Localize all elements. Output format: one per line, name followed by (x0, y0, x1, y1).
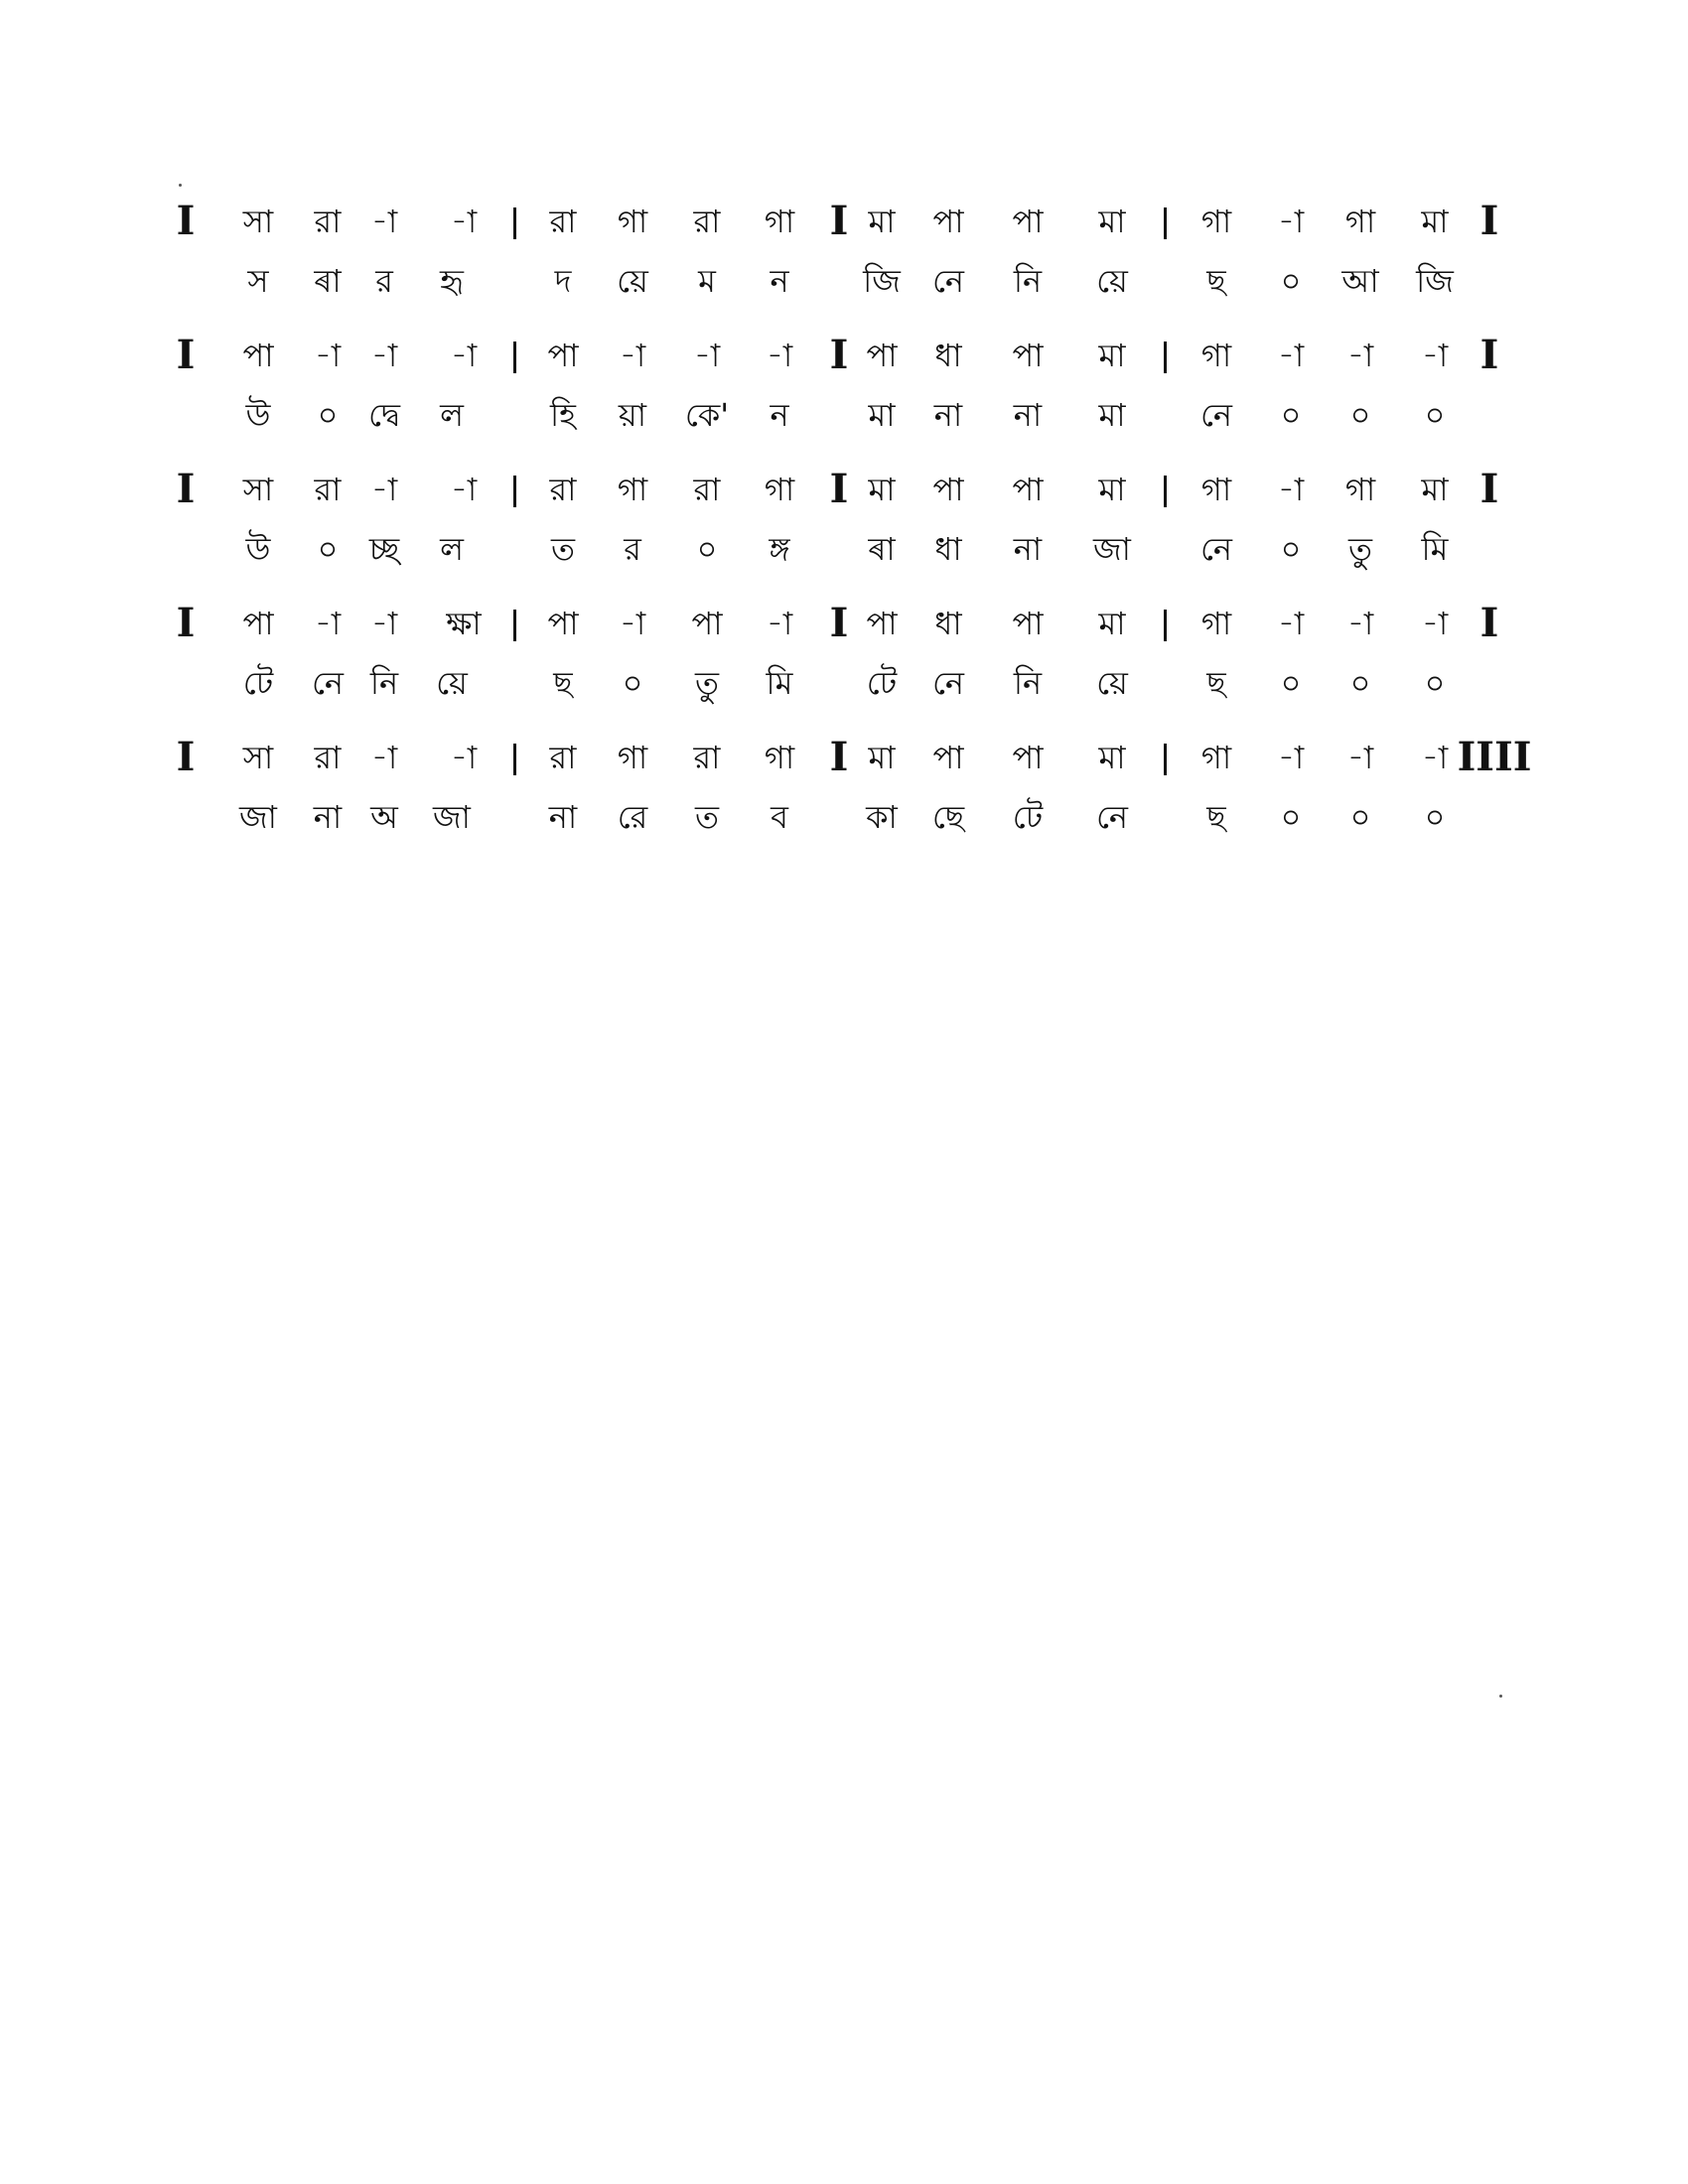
end-bar-mark: I (1479, 600, 1499, 646)
swara-note: ধা (934, 337, 962, 374)
beat-divider (513, 207, 516, 239)
swara-note: গা (617, 203, 648, 240)
lyric-syllable: ত (550, 530, 576, 568)
swara-note: -া (1277, 605, 1305, 642)
end-bar-mark: I (1479, 466, 1499, 512)
lyric-syllable: তু (694, 664, 720, 702)
beat-divider (1164, 476, 1167, 507)
lyric-syllable: মা (1098, 396, 1126, 434)
swara-note: মা (1098, 203, 1126, 240)
lyric-syllable: টে (1012, 798, 1044, 836)
lyric-syllable: উ (245, 530, 271, 568)
swara-note: ক্ষা (446, 605, 482, 642)
lyric-syllable: য়ে (617, 262, 648, 300)
swara-note: -া (693, 337, 721, 374)
lyric-syllable: না (1013, 530, 1043, 568)
lyric-syllable: না (1013, 396, 1043, 434)
lyric-syllable: য়ে (1096, 664, 1128, 702)
swara-note: রা (314, 203, 342, 240)
lyric-syllable: ৰা (314, 262, 342, 300)
swara-note: -া (314, 337, 342, 374)
lyric-syllable: ছ (553, 664, 573, 702)
swara-note: পা (1012, 471, 1044, 508)
beat-divider (513, 476, 516, 507)
mid-bar-mark: I (829, 466, 849, 512)
lyric-syllable: ছ (1206, 798, 1226, 836)
lyric-syllable: জা (1093, 530, 1131, 568)
lyric-syllable: ০ (696, 530, 718, 568)
lyric-syllable: ছ (1206, 262, 1226, 300)
notation-block (0, 734, 1688, 871)
lyric-syllable: দ (554, 262, 572, 300)
lyric-syllable: নি (1013, 262, 1043, 300)
swara-note: মা (868, 471, 896, 508)
lyric-syllable: চ্ছ (368, 530, 400, 568)
lyric-syllable: ম (698, 262, 716, 300)
swara-note: -া (1346, 739, 1374, 776)
swara-note: গা (1200, 739, 1232, 776)
swara-note: গা (617, 471, 648, 508)
swara-note: গা (764, 739, 795, 776)
lyric-syllable: রে (617, 798, 648, 836)
swara-note: -া (370, 337, 398, 374)
swara-note: -া (1277, 203, 1305, 240)
lyric-syllable: য়ে (436, 664, 468, 702)
swara-note: -া (370, 471, 398, 508)
lyric-syllable: ছ (1206, 664, 1226, 702)
lyric-syllable: ন (770, 262, 789, 300)
swara-note: পা (1012, 337, 1044, 374)
swara-note: রা (693, 203, 721, 240)
swara-note: মা (868, 203, 896, 240)
lyric-syllable: ৰা (868, 530, 896, 568)
swara-note: মা (1098, 337, 1126, 374)
notation-block (0, 198, 1688, 335)
swara-note: গা (1200, 203, 1232, 240)
lyric-syllable: ছে (931, 798, 965, 836)
swara-note: -া (619, 605, 646, 642)
swara-note: পা (1012, 605, 1044, 642)
lyric-syllable: মি (1421, 530, 1449, 568)
swara-note: মা (1098, 605, 1126, 642)
swara-note: গা (764, 203, 795, 240)
swara-note: পা (242, 605, 274, 642)
lyric-syllable: নে (931, 262, 965, 300)
swara-note: সা (242, 203, 274, 240)
start-bar-mark: I (176, 600, 196, 646)
swara-note: -া (450, 471, 478, 508)
lyric-syllable: ধা (934, 530, 962, 568)
swara-note: -া (1421, 605, 1449, 642)
notation-block (0, 332, 1688, 469)
mid-bar-mark: I (829, 600, 849, 646)
lyric-syllable: ন (770, 396, 789, 434)
lyric-syllable: কে' (684, 396, 730, 434)
scan-speck (1499, 1695, 1502, 1698)
start-bar-mark: I (176, 198, 196, 244)
lyric-syllable: আ (1341, 262, 1379, 300)
swara-note: মা (1421, 203, 1449, 240)
swara-note: -া (1346, 605, 1374, 642)
lyric-syllable: ল (440, 530, 464, 568)
swara-note: -া (370, 605, 398, 642)
beat-divider (1164, 744, 1167, 775)
lyric-syllable: জি (863, 262, 901, 300)
end-bar-mark: IIII (1457, 734, 1532, 780)
swara-note: -া (450, 203, 478, 240)
lyric-syllable: ঙ্গ (769, 530, 790, 568)
swara-note: -া (370, 739, 398, 776)
swara-note: পা (866, 605, 898, 642)
swara-note: -া (619, 337, 646, 374)
lyric-syllable: র (375, 262, 393, 300)
start-bar-mark: I (176, 734, 196, 780)
lyric-syllable: ০ (1280, 262, 1302, 300)
mid-bar-mark: I (829, 734, 849, 780)
lyric-syllable: না (933, 396, 963, 434)
swara-note: রা (549, 203, 577, 240)
lyric-syllable: ০ (1349, 798, 1371, 836)
swara-note: পা (1012, 739, 1044, 776)
lyric-syllable: দ্বে (368, 396, 400, 434)
lyric-syllable: জি (1416, 262, 1454, 300)
swara-note: -া (766, 605, 793, 642)
lyric-syllable: ০ (1424, 396, 1446, 434)
beat-divider (513, 744, 516, 775)
start-bar-mark: I (176, 466, 196, 512)
swara-note: গা (1200, 605, 1232, 642)
swara-note: পা (547, 337, 579, 374)
lyric-syllable: না (548, 798, 578, 836)
lyric-syllable: নে (1095, 798, 1129, 836)
swara-note: রা (549, 471, 577, 508)
lyric-syllable: জা (239, 798, 277, 836)
lyric-syllable: মি (766, 664, 793, 702)
lyric-syllable: না (313, 798, 343, 836)
lyric-syllable: টে (866, 664, 898, 702)
swara-note: পা (932, 203, 964, 240)
swara-note: রা (693, 739, 721, 776)
lyric-syllable: ত (694, 798, 720, 836)
end-bar-mark: I (1479, 332, 1499, 378)
swara-note: পা (547, 605, 579, 642)
swara-note: রা (314, 739, 342, 776)
swara-note: গা (617, 739, 648, 776)
lyric-syllable: নে (931, 664, 965, 702)
start-bar-mark: I (176, 332, 196, 378)
swara-note: রা (693, 471, 721, 508)
swara-note: -া (1421, 337, 1449, 374)
lyric-syllable: ০ (1280, 396, 1302, 434)
lyric-syllable: ০ (1424, 798, 1446, 836)
lyric-syllable: য়ে (1096, 262, 1128, 300)
mid-bar-mark: I (829, 332, 849, 378)
lyric-syllable: ০ (1280, 530, 1302, 568)
lyric-syllable: ল (440, 396, 464, 434)
lyric-syllable: মা (868, 396, 896, 434)
swara-note: পা (242, 337, 274, 374)
beat-divider (513, 610, 516, 641)
mid-bar-mark: I (829, 198, 849, 244)
lyric-syllable: অ (370, 798, 398, 836)
lyric-syllable: য়া (618, 396, 647, 434)
swara-note: পা (932, 739, 964, 776)
lyric-syllable: ০ (1349, 664, 1371, 702)
notation-block (0, 466, 1688, 603)
beat-divider (513, 341, 516, 373)
swara-note: -া (450, 337, 478, 374)
swara-note: গা (764, 471, 795, 508)
swara-note: -া (1346, 337, 1374, 374)
lyric-syllable: নি (1013, 664, 1043, 702)
swara-note: -া (766, 337, 793, 374)
swara-note: গা (1200, 471, 1232, 508)
beat-divider (1164, 341, 1167, 373)
lyric-syllable: নে (311, 664, 345, 702)
lyric-syllable: ০ (1349, 396, 1371, 434)
swara-note: -া (1421, 739, 1449, 776)
swara-note: রা (314, 471, 342, 508)
lyric-syllable: হি (550, 396, 576, 434)
swara-note: পা (691, 605, 723, 642)
lyric-syllable: স (247, 262, 269, 300)
lyric-syllable: জা (433, 798, 471, 836)
lyric-syllable: টে (242, 664, 274, 702)
swara-note: -া (370, 203, 398, 240)
lyric-syllable: ০ (1280, 798, 1302, 836)
lyric-syllable: ০ (317, 530, 339, 568)
lyric-syllable: কা (866, 798, 898, 836)
swara-note: পা (866, 337, 898, 374)
swara-note: সা (242, 471, 274, 508)
swara-note: রা (549, 739, 577, 776)
swara-note: -া (1277, 471, 1305, 508)
swara-note: গা (1344, 471, 1376, 508)
lyric-syllable: তু (1347, 530, 1373, 568)
swara-note: সা (242, 739, 274, 776)
lyric-syllable: ০ (317, 396, 339, 434)
swara-note: গা (1200, 337, 1232, 374)
lyric-syllable: নে (1199, 396, 1233, 434)
swara-note: মা (1098, 471, 1126, 508)
swara-note: পা (932, 471, 964, 508)
lyric-syllable: নে (1199, 530, 1233, 568)
scan-speck (179, 184, 182, 187)
notation-block (0, 600, 1688, 737)
lyric-syllable: ০ (1280, 664, 1302, 702)
lyric-syllable: হৃ (440, 262, 464, 300)
lyric-syllable: ০ (1424, 664, 1446, 702)
swara-note: -া (1277, 337, 1305, 374)
swara-note: -া (450, 739, 478, 776)
swara-note: গা (1344, 203, 1376, 240)
swara-note: -া (314, 605, 342, 642)
lyric-syllable: র (624, 530, 641, 568)
swara-note: মা (1421, 471, 1449, 508)
swara-note: ধা (934, 605, 962, 642)
lyric-syllable: ব (771, 798, 788, 836)
swara-note: -া (1277, 739, 1305, 776)
swara-note: মা (868, 739, 896, 776)
end-bar-mark: I (1479, 198, 1499, 244)
lyric-syllable: উ (245, 396, 271, 434)
beat-divider (1164, 207, 1167, 239)
swara-note: পা (1012, 203, 1044, 240)
beat-divider (1164, 610, 1167, 641)
lyric-syllable: ০ (622, 664, 643, 702)
lyric-syllable: নি (369, 664, 399, 702)
swara-note: মা (1098, 739, 1126, 776)
